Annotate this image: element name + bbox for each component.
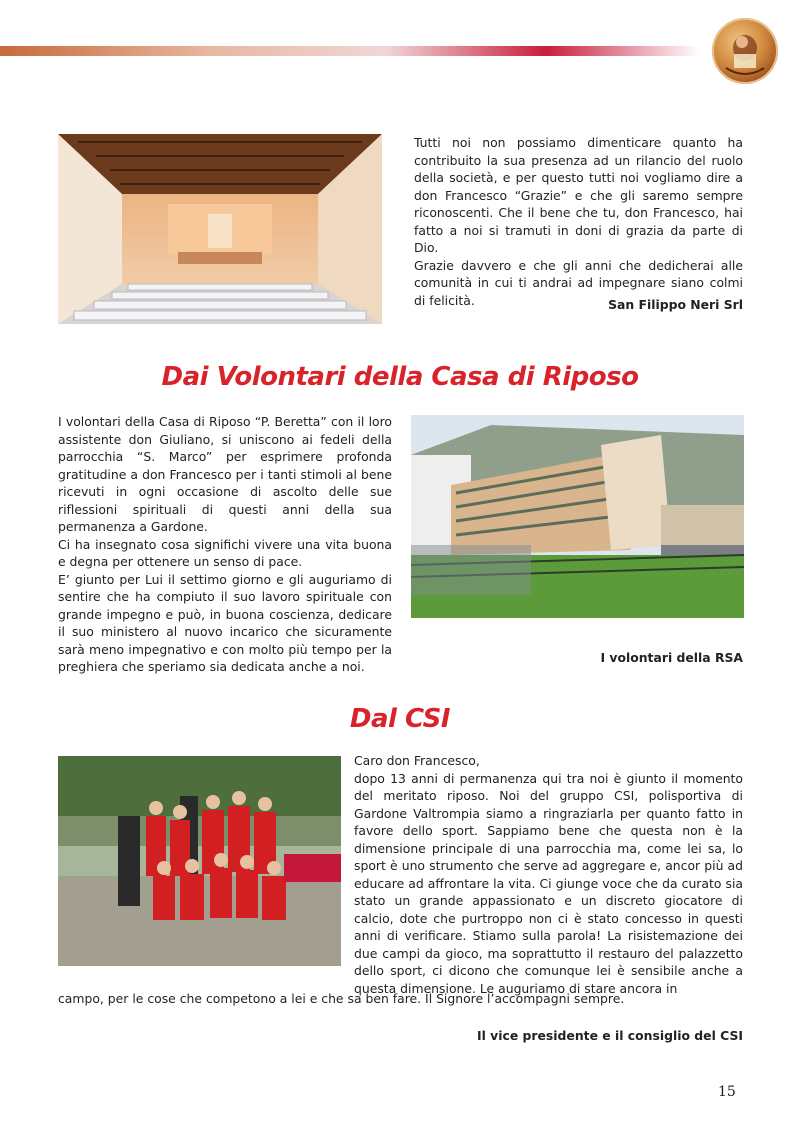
paragraph: Ci ha insegnato cosa significhi vivere una vita buona e degna per ottenere un senso di pace. bbox=[58, 536, 392, 569]
team-photo bbox=[58, 756, 341, 966]
heading-volontari: Dai Volontari della Casa di Riposo bbox=[161, 362, 639, 392]
hall-photo bbox=[58, 134, 382, 324]
section2-text bbox=[58, 413, 392, 676]
section3-text bbox=[354, 752, 743, 997]
signature-volontari: I volontari della RSA bbox=[600, 650, 743, 665]
paragraph: E’ giunto per Lui il settimo giorno e gli auguriamo di sentire che ha compiuto il suo lavoro spirituale con grande impegno e può, in buona coscienza, dedicare il suo ministero al nuovo incarico che sicuramente sarà meno impegnativo e con molto più tempo per la preghiera che speriamo sia dedicata anche a noi. bbox=[58, 571, 392, 674]
header-gradient-bar bbox=[0, 46, 700, 56]
heading-csi: Dal CSI bbox=[349, 704, 451, 734]
page-number: 15 bbox=[718, 1084, 736, 1100]
paragraph: I volontari della Casa di Riposo “P. Beretta” con il loro assistente don Giuliano, si uniscono ai fedeli della parrocchia “S. Marco” per esprimere profonda gratitudine a don Francesco per i tanti stimoli al bene ricevuti in ogni occasione di ascolto delle sue riflessioni spirituali di questi anni della sua permanenza a Gardone. bbox=[58, 414, 392, 534]
paragraph: dopo 13 anni di permanenza qui tra noi è giunto il momento del meritato riposo. Noi del gruppo CSI, polisportiva di Gardone Valtrompia siamo a ringraziarla per quanto fatto in favore dello sport. Sappiamo bene che questa non è la dimensione principale di una parrocchia ma, come lei sa, lo sport è uno strumento che serve ad aggregare e, ancor più ad educare ad affrontare la vita. Ci giunge voce che da curato sia stato un grande appassionato e un discreto giocatore di calcio, dote che purtroppo non ci è stato concesso in questi anni di verificare. Stiamo sulla parola! La risistemazione dei due campi da gioco, ma soprattutto il restauro del palazzetto dello sport, ci dicono che comunque lei è sensibile anche a questa dimensione. Le auguriamo di stare ancora in bbox=[354, 770, 743, 996]
paragraph: Tutti noi non possiamo dimenticare quanto ha contribuito la sua presenza ad un rilancio del ruolo della società, e per questo tutti noi vogliamo dire a don Francesco “Grazie” e che gli saremo sempre riconoscenti. Che il bene che tu, don Francesco, hai fatto a noi si tramuti in doni di grazia da parte di Dio. bbox=[414, 135, 743, 255]
section1-text bbox=[414, 134, 743, 309]
section3-text-end bbox=[58, 990, 743, 1008]
greeting: Caro don Francesco, bbox=[354, 753, 480, 768]
signature-csi: Il vice presidente e il consiglio del CSI bbox=[476, 1028, 743, 1043]
paragraph: Grazie davvero e che gli anni che dedicherai alle comunità in cui ti andrai ad impegnare siano colmi di felicità. bbox=[414, 257, 743, 308]
rest-home-photo bbox=[411, 415, 744, 618]
parish-seal-icon bbox=[712, 18, 778, 84]
paragraph: campo, per le cose che competono a lei e che sa ben fare. Il Signore l’accompagni sempre. bbox=[58, 991, 625, 1006]
signature-san-filippo: San Filippo Neri Srl bbox=[608, 297, 743, 312]
